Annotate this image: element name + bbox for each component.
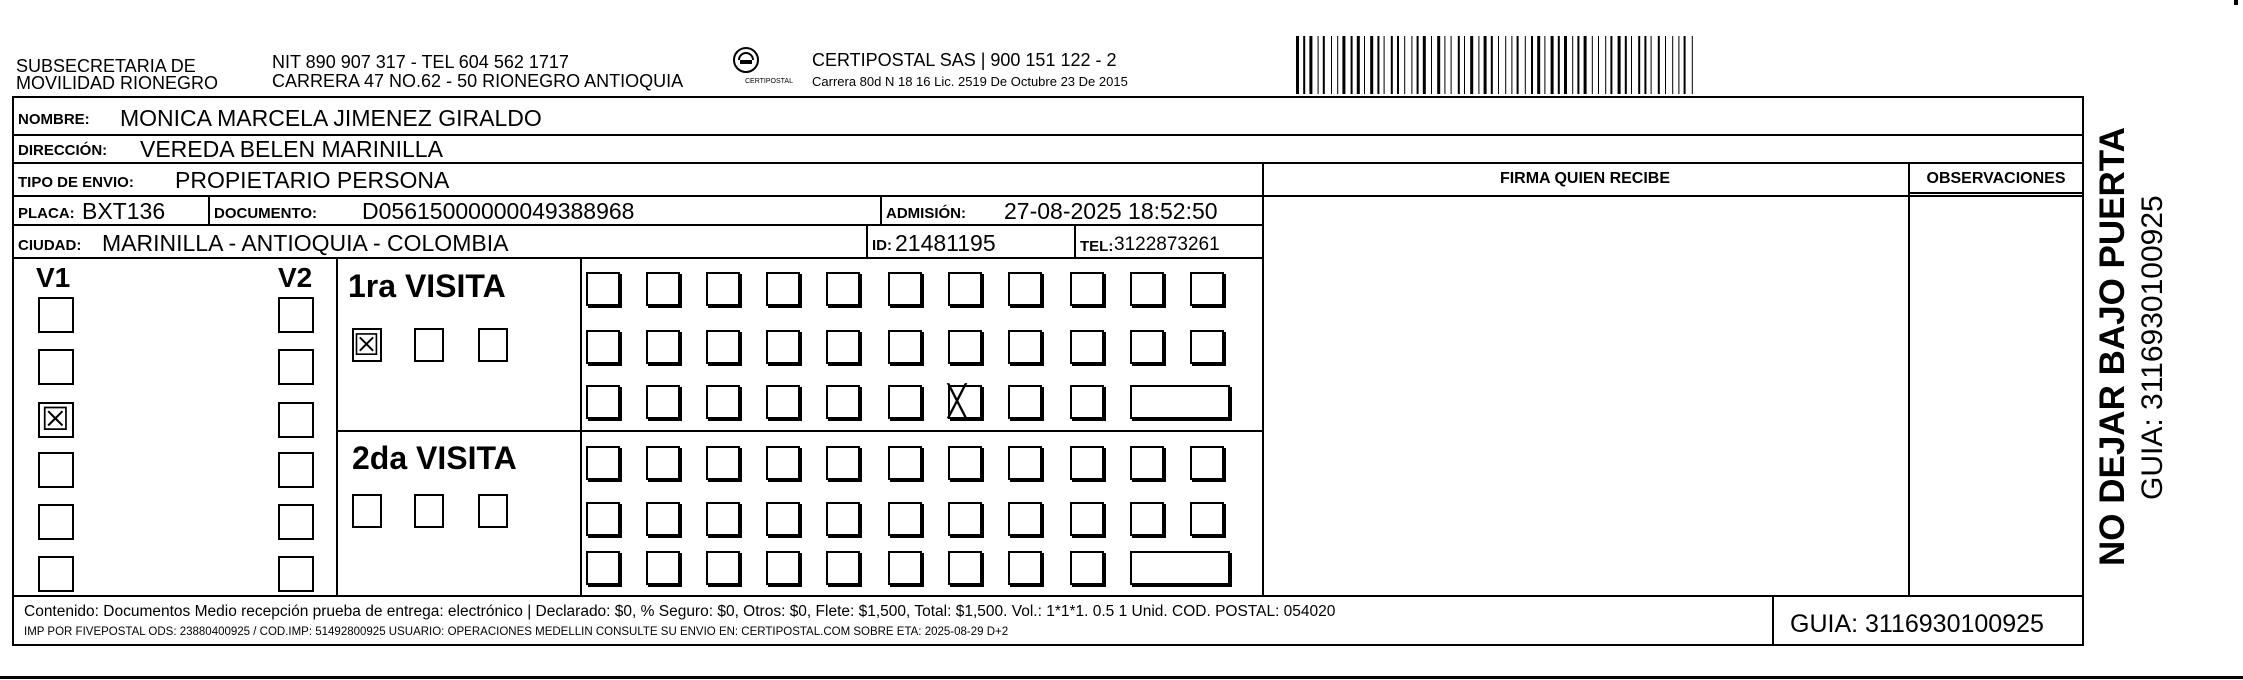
tel-label: TEL: (1080, 238, 1114, 255)
day-box[interactable] (586, 272, 620, 306)
barcode-bar (1384, 36, 1385, 94)
v1-checkbox[interactable] (38, 349, 74, 385)
visit2-title: 2da VISITA (352, 440, 517, 476)
barcode-bar (1451, 36, 1452, 94)
month-checkbox[interactable] (478, 494, 508, 528)
barcode-bar (1318, 36, 1319, 94)
v2-checkbox[interactable] (278, 402, 314, 438)
barcode-bar (1331, 36, 1332, 94)
barcode-bar (1364, 36, 1365, 94)
day-box[interactable] (766, 502, 800, 536)
barcode-bar (1464, 36, 1465, 94)
month-checkbox[interactable] (478, 328, 508, 362)
day-box[interactable] (1190, 502, 1224, 536)
barcode-bar (1342, 36, 1345, 94)
day-box[interactable] (888, 502, 922, 536)
day-box[interactable] (586, 502, 620, 536)
day-box[interactable] (826, 446, 860, 480)
barcode-bar (1458, 36, 1460, 94)
day-box[interactable] (766, 330, 800, 364)
admision-value: 27-08-2025 18:52:50 (1004, 198, 1218, 224)
time-box[interactable] (1130, 385, 1230, 419)
month-checkbox[interactable] (352, 494, 382, 528)
day-box[interactable] (888, 551, 922, 585)
day-box[interactable] (646, 385, 680, 419)
barcode-bar (1592, 36, 1593, 94)
barcode-bar (1564, 36, 1567, 94)
visit1-title: 1ra VISITA (348, 268, 506, 304)
barcode-bar (1544, 36, 1545, 94)
v1-checkbox[interactable] (38, 297, 74, 333)
day-box[interactable] (586, 330, 620, 364)
day-box[interactable] (948, 446, 982, 480)
day-box[interactable] (826, 551, 860, 585)
firma-header: FIRMA QUIEN RECIBE (1499, 170, 1671, 187)
day-box[interactable] (646, 551, 680, 585)
day-box[interactable] (1008, 385, 1042, 419)
barcode-bar (1517, 36, 1519, 94)
day-box[interactable] (1070, 502, 1104, 536)
barcode-bar (1658, 36, 1660, 94)
v1-checkbox[interactable] (38, 402, 74, 438)
day-box[interactable] (826, 330, 860, 364)
day-box[interactable] (888, 446, 922, 480)
month-checkbox[interactable] (352, 328, 382, 362)
month-checkbox[interactable] (414, 328, 444, 362)
day-box[interactable] (706, 272, 740, 306)
time-box[interactable] (1130, 551, 1230, 585)
day-box[interactable] (1070, 551, 1104, 585)
barcode-bar (1397, 36, 1399, 94)
barcode-bar (1498, 36, 1499, 94)
direccion-value: VEREDA BELEN MARINILLA (140, 136, 443, 162)
barcode-bar (1296, 36, 1299, 94)
barcode-bar (1423, 36, 1426, 94)
day-box[interactable] (586, 551, 620, 585)
checkmark-icon: ☒ (41, 401, 70, 437)
barcode-bar (1644, 36, 1646, 94)
barcode-bar (1491, 36, 1493, 94)
v2-checkbox[interactable] (278, 452, 314, 488)
barcode-bar (1572, 36, 1573, 94)
day-box[interactable] (1070, 446, 1104, 480)
documento-label: DOCUMENTO: (214, 205, 318, 222)
barcode-bar (1370, 36, 1373, 94)
side-title: NO DEJAR BAJO PUERTA (2093, 127, 2132, 566)
barcode-bar (1309, 36, 1312, 94)
barcode-bar (1577, 36, 1579, 94)
day-box[interactable] (1130, 330, 1164, 364)
barcode-bar (1437, 36, 1440, 94)
barcode-bar (1337, 36, 1338, 94)
tipo-envio-label: TIPO DE ENVIO: (18, 174, 134, 191)
day-box[interactable] (1070, 330, 1104, 364)
day-box[interactable] (586, 385, 620, 419)
day-box[interactable] (826, 502, 860, 536)
certipostal-logo (728, 46, 764, 76)
barcode-bar (1537, 36, 1540, 94)
documento-value: D05615000000049388968 (362, 198, 635, 224)
day-box[interactable] (1008, 446, 1042, 480)
day-box[interactable] (706, 385, 740, 419)
day-box[interactable] (646, 502, 680, 536)
barcode-bar (1678, 36, 1679, 94)
day-box[interactable] (706, 551, 740, 585)
placa-value: BXT136 (82, 198, 166, 224)
day-box[interactable] (586, 446, 620, 480)
entity-name-line2: MOVILIDAD RIONEGRO (16, 73, 219, 93)
observaciones-header: OBSERVACIONES (1926, 170, 2066, 187)
barcode-bar (1525, 36, 1526, 94)
footer-print-line: IMP POR FIVEPOSTAL ODS: 23880400925 / COD.IMP: 51492800925 USUARIO: OPERACIONES MEDELLIN CONSULTE SU ENVIO EN: CERTIPOSTAL.COM SOBRE ETA: 2025-08-29 D+2 (24, 626, 1009, 638)
corner-mark (2234, 0, 2238, 5)
bottom-rule (0, 676, 2243, 679)
day-box[interactable] (1130, 446, 1164, 480)
day-box[interactable] (646, 446, 680, 480)
barcode-bar (1444, 36, 1445, 94)
v1-header: V1 (36, 262, 71, 293)
v2-checkbox[interactable] (278, 504, 314, 540)
footer-guia: GUIA: 3116930100925 (1790, 610, 2044, 638)
ciudad-label: CIUDAD: (18, 237, 82, 254)
day-box[interactable] (1008, 502, 1042, 536)
barcode-bar (1605, 36, 1606, 94)
day-box[interactable] (706, 502, 740, 536)
day-box[interactable] (706, 330, 740, 364)
day-box[interactable] (888, 272, 922, 306)
barcode-bar (1665, 36, 1666, 94)
cross-mark-icon: ╳ (948, 385, 967, 418)
footer-content-line: Contenido: Documentos Medio recepción prueba de entrega: electrónico | Declarado: $0, % Seguro: $0, Otros: $0, Flete: $1,500, Total: $1,500. Vol.: 1*1*1. 0.5 1 Unid. COD. POSTAL: 054020 (24, 603, 1336, 620)
nit-line: NIT 890 907 317 - TEL 604 562 1717 (272, 52, 569, 72)
direccion-label: DIRECCIÓN: (18, 142, 108, 159)
address-line: CARRERA 47 NO.62 - 50 RIONEGRO ANTIOQUIA (272, 71, 684, 91)
barcode-bar (1505, 36, 1506, 94)
day-box[interactable] (948, 385, 982, 419)
logo-text: CERTIPOSTAL (745, 78, 793, 85)
tel-value: 3122873261 (1114, 234, 1220, 255)
day-box[interactable] (948, 551, 982, 585)
day-box[interactable] (826, 272, 860, 306)
barcode-bar (1618, 36, 1621, 94)
barcode-bar (1631, 36, 1632, 94)
barcode-bar (1404, 36, 1405, 94)
day-box[interactable] (766, 385, 800, 419)
company-line: CERTIPOSTAL SAS | 900 151 122 - 2 (812, 50, 1117, 70)
v2-checkbox[interactable] (278, 297, 314, 333)
day-box[interactable] (948, 330, 982, 364)
day-box[interactable] (948, 272, 982, 306)
barcode-bar (1651, 36, 1652, 94)
barcode-bar (1484, 36, 1487, 94)
barcode-bar (1417, 36, 1419, 94)
day-box[interactable] (1070, 272, 1104, 306)
v2-checkbox[interactable] (278, 349, 314, 385)
day-box[interactable] (766, 272, 800, 306)
barcode-bar (1672, 36, 1673, 94)
barcode-bar (1411, 36, 1412, 94)
day-box[interactable] (1190, 330, 1224, 364)
barcode-bar (1610, 36, 1612, 94)
day-box[interactable] (766, 551, 800, 585)
barcode-bar (1584, 36, 1587, 94)
v1-checkbox[interactable] (38, 504, 74, 540)
barcode-bar (1377, 36, 1379, 94)
barcode (1296, 36, 1928, 94)
day-box[interactable] (646, 330, 680, 364)
day-box[interactable] (1070, 385, 1104, 419)
day-box[interactable] (1190, 272, 1224, 306)
day-box[interactable] (826, 385, 860, 419)
tipo-envio-value: PROPIETARIO PERSONA (175, 167, 450, 193)
ciudad-value: MARINILLA - ANTIOQUIA - COLOMBIA (102, 230, 509, 256)
company-subline: Carrera 80d N 18 16 Lic. 2519 De Octubre 23 De 2015 (812, 74, 1128, 89)
day-box[interactable] (646, 272, 680, 306)
barcode-bar (1323, 36, 1325, 94)
day-box[interactable] (1008, 330, 1042, 364)
barcode-bar (1598, 36, 1599, 94)
barcode-bar (1551, 36, 1554, 94)
v1-checkbox[interactable] (38, 556, 74, 592)
v2-checkbox[interactable] (278, 556, 314, 592)
barcode-bar (1357, 36, 1360, 94)
barcode-bar (1431, 36, 1432, 94)
day-box[interactable] (888, 330, 922, 364)
day-box[interactable] (948, 502, 982, 536)
v2-header: V2 (278, 262, 313, 293)
nombre-value: MONICA MARCELA JIMENEZ GIRALDO (120, 105, 542, 131)
placa-label: PLACA: (18, 205, 75, 222)
day-box[interactable] (1190, 446, 1224, 480)
nombre-label: NOMBRE: (18, 111, 90, 128)
day-box[interactable] (888, 385, 922, 419)
day-box[interactable] (1130, 272, 1164, 306)
day-box[interactable] (706, 446, 740, 480)
entity-name-line1: SUBSECRETARIA DE (16, 56, 196, 76)
id-label: ID: (872, 237, 892, 254)
barcode-bar (1470, 36, 1473, 94)
barcode-bar (1531, 36, 1533, 94)
month-checkbox[interactable] (414, 494, 444, 528)
day-box[interactable] (766, 446, 800, 480)
v1-checkbox[interactable] (38, 452, 74, 488)
barcode-bar (1558, 36, 1560, 94)
barcode-bar (1638, 36, 1640, 94)
barcode-bar (1478, 36, 1479, 94)
day-box[interactable] (1008, 272, 1042, 306)
barcode-bar (1391, 36, 1393, 94)
barcode-bar (1684, 36, 1686, 94)
barcode-bar (1351, 36, 1353, 94)
day-box[interactable] (1130, 502, 1164, 536)
id-value: 21481195 (895, 230, 996, 256)
barcode-bar (1303, 36, 1305, 94)
barcode-bar (1692, 36, 1693, 94)
barcode-bar (1511, 36, 1512, 94)
day-box[interactable] (1008, 551, 1042, 585)
side-guia: GUIA: 3116930100925 (2136, 195, 2169, 500)
checkmark-icon: ☒ (353, 329, 380, 362)
admision-label: ADMISIÓN: (886, 205, 966, 222)
barcode-bar (1625, 36, 1627, 94)
